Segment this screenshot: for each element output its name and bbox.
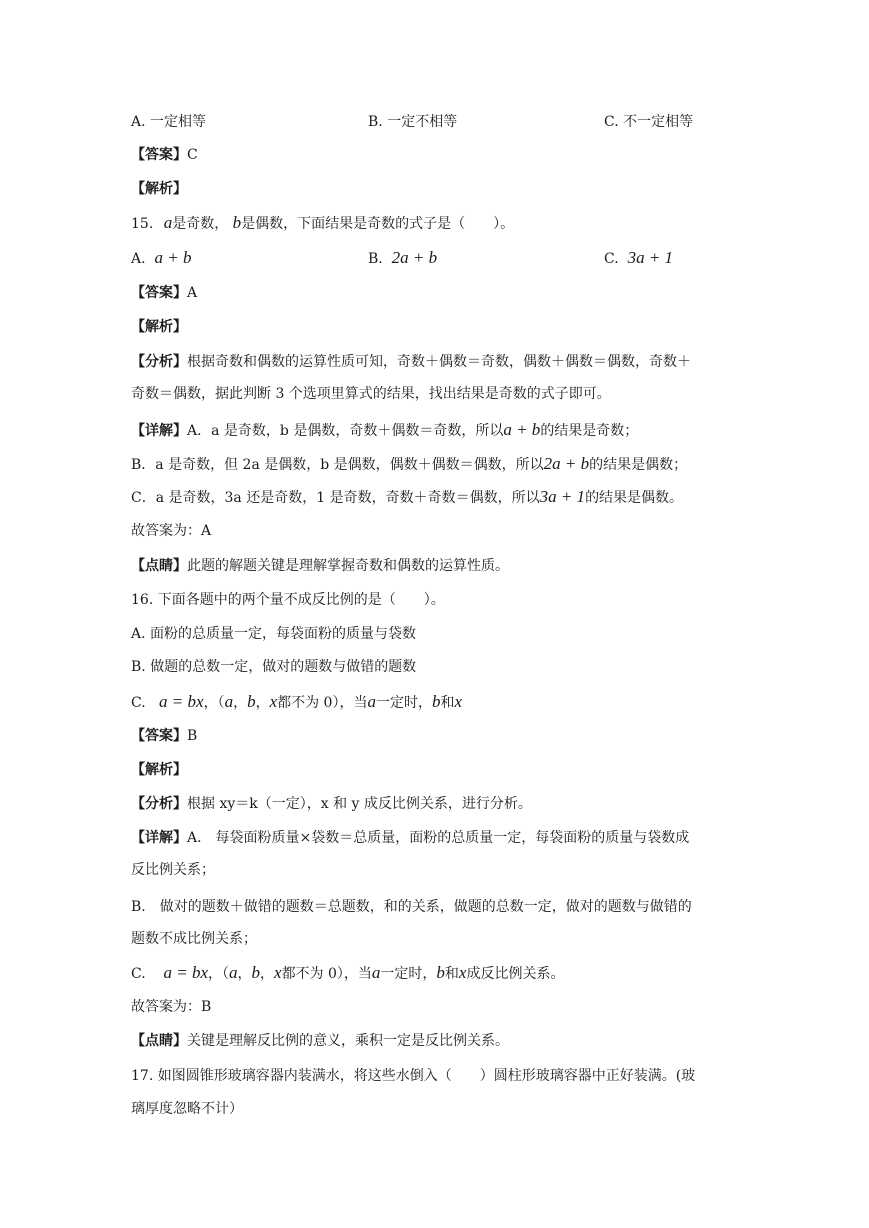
math-var: x (454, 692, 463, 711)
q16-xiangjie-b2: 题数不成比例关系； (131, 931, 257, 947)
option-text: ， (255, 695, 270, 711)
option-label: B. (368, 251, 383, 267)
math-var: b (436, 963, 445, 982)
option-text: ，（ (203, 695, 225, 711)
math-expression: a = bx (163, 963, 209, 982)
math-expression: a + b (503, 420, 541, 439)
q15-fenxi-line1 (131, 352, 691, 372)
q16-xiangjie-b1: B. 做对的题数＋做错的题数＝总题数，和的关系，做题的总数一定，做对的题数与做错的 (131, 899, 692, 915)
answer-value: A (187, 285, 198, 301)
q15-xiangjie-b (131, 454, 687, 475)
q15-option-a (131, 248, 191, 269)
q16-dianjing (131, 1031, 509, 1051)
q16-fenxi (131, 794, 532, 814)
fenxi-label: 【分析】 (131, 354, 187, 370)
xiangjie-text: ，（ (208, 966, 230, 982)
option-text: 一定时， (375, 695, 432, 711)
math-var: b (251, 963, 261, 982)
q16-option-a: A. 面粉的总质量一定，每袋面粉的质量与袋数 (131, 626, 417, 642)
math-var: a (371, 963, 381, 982)
q14-analysis-label: 【解析】 (131, 181, 187, 197)
answer-label: 【答案】 (131, 147, 187, 163)
q15-dianjing (131, 556, 509, 576)
xiangjie-text: 成反比例关系。 (466, 966, 565, 982)
math-expression: 2a + b (543, 454, 590, 473)
math-expression: a = bx (159, 692, 204, 711)
math-var: a (224, 692, 234, 711)
option-label: C. (604, 251, 619, 267)
q16-option-c (131, 692, 462, 713)
answer-label: 【答案】 (131, 285, 187, 301)
math-var: a (229, 963, 238, 982)
q16-xiangjie-a1 (131, 828, 689, 848)
q14-option-c: C. 不一定相等 (604, 114, 694, 130)
answer-label: 【答案】 (131, 728, 187, 744)
math-var: a (367, 692, 376, 711)
q16-xiangjie-a2: 反比例关系； (131, 862, 215, 878)
q15-final-answer: 故答案为：A (131, 523, 212, 539)
xiangjie-text: ， (237, 966, 252, 982)
q15-fenxi-line2: 奇数＝偶数，据此判断 3 个选项里算式的结果，找出结果是奇数的式子即可。 (131, 386, 611, 402)
math-var: a (163, 213, 173, 232)
dianjing-text: 此题的解题关键是理解掌握奇数和偶数的运算性质。 (187, 558, 509, 574)
q14-option-a: A. 一定相等 (131, 114, 207, 130)
option-label: C. (131, 966, 146, 982)
xiangjie-text: 的结果是偶数。 (585, 490, 684, 506)
xiangjie-text: 的结果是奇数； (540, 423, 639, 439)
math-var: x (274, 963, 282, 982)
xiangjie-label: 【详解】 (131, 423, 187, 439)
q14-answer (131, 145, 198, 165)
math-var: x (458, 963, 467, 982)
xiangjie-text: C．a 是奇数，3a 还是奇数，1 是奇数，奇数＋奇数＝偶数，所以 (131, 490, 540, 506)
q17-stem-line2: 璃厚度忽略不计） (131, 1101, 243, 1117)
q14-option-b: B. 一定不相等 (368, 114, 458, 130)
xiangjie-text: 和 (444, 966, 459, 982)
q15-answer (131, 283, 197, 303)
dianjing-label: 【点睛】 (131, 558, 187, 574)
answer-value: C (187, 147, 198, 163)
q16-option-b: B. 做题的总数一定，做对的题数与做错的题数 (131, 659, 417, 675)
question-number: 15. (131, 216, 154, 232)
math-var: b (232, 213, 242, 232)
math-expression: 2a + b (391, 248, 438, 267)
q16-xiangjie-c (131, 963, 564, 984)
math-var: b (431, 692, 441, 711)
math-var: x (269, 692, 278, 711)
xiangjie-text: 都不为 0），当 (281, 966, 372, 982)
xiangjie-text: 一定时， (380, 966, 437, 982)
xiangjie-text: B．a 是奇数，但 2a 是偶数，b 是偶数，偶数＋偶数＝偶数，所以 (131, 457, 544, 473)
xiangjie-text: A．a 是奇数，b 是偶数，奇数＋偶数＝奇数，所以 (187, 423, 504, 439)
q15-analysis-label: 【解析】 (131, 319, 187, 335)
xiangjie-label: 【详解】 (131, 830, 187, 846)
option-text: ， (233, 695, 248, 711)
xiangjie-text: 的结果是偶数； (589, 457, 688, 473)
xiangjie-text: A. 每袋面粉质量×袋数＝总质量，面粉的总质量一定，每袋面粉的质量与袋数成 (187, 830, 690, 846)
option-label: C. (131, 695, 146, 711)
math-expression: a + b (154, 248, 192, 267)
math-var: b (247, 692, 256, 711)
option-label: A. (131, 251, 146, 267)
q15-stem (131, 213, 514, 234)
math-expression: 3a + 1 (627, 248, 674, 267)
q16-final-answer: 故答案为：B (131, 999, 212, 1015)
option-text: 都不为 0），当 (277, 695, 368, 711)
option-text: 和 (440, 695, 455, 711)
math-expression: 3a + 1 (539, 487, 586, 506)
q15-option-c (604, 248, 673, 269)
xiangjie-text: ， (260, 966, 275, 982)
fenxi-text: 根据奇数和偶数的运算性质可知，奇数＋偶数＝奇数，偶数＋偶数＝偶数，奇数＋ (187, 354, 691, 370)
q16-stem: 16. 下面各题中的两个量不成反比例的是（ ）。 (131, 592, 445, 608)
stem-text: 是奇数， (172, 216, 229, 232)
q17-stem-line1: 17. 如图圆锥形玻璃容器内装满水，将这些水倒入（ ）圆柱形玻璃容器中正好装满。(玻 (131, 1068, 696, 1084)
q15-xiangjie-a (131, 420, 638, 441)
answer-value: B (187, 728, 198, 744)
dianjing-text: 关键是理解反比例的意义，乘积一定是反比例关系。 (187, 1033, 509, 1049)
q15-xiangjie-c (131, 487, 683, 508)
q16-analysis-label: 【解析】 (131, 762, 187, 778)
dianjing-label: 【点睛】 (131, 1033, 187, 1049)
fenxi-label: 【分析】 (131, 796, 187, 812)
q16-answer (131, 726, 197, 746)
stem-text: 是偶数，下面结果是奇数的式子是（ ）。 (241, 216, 515, 232)
q15-option-b (368, 248, 437, 269)
fenxi-text: 根据 xy＝k（一定），x 和 y 成反比例关系，进行分析。 (187, 796, 532, 812)
